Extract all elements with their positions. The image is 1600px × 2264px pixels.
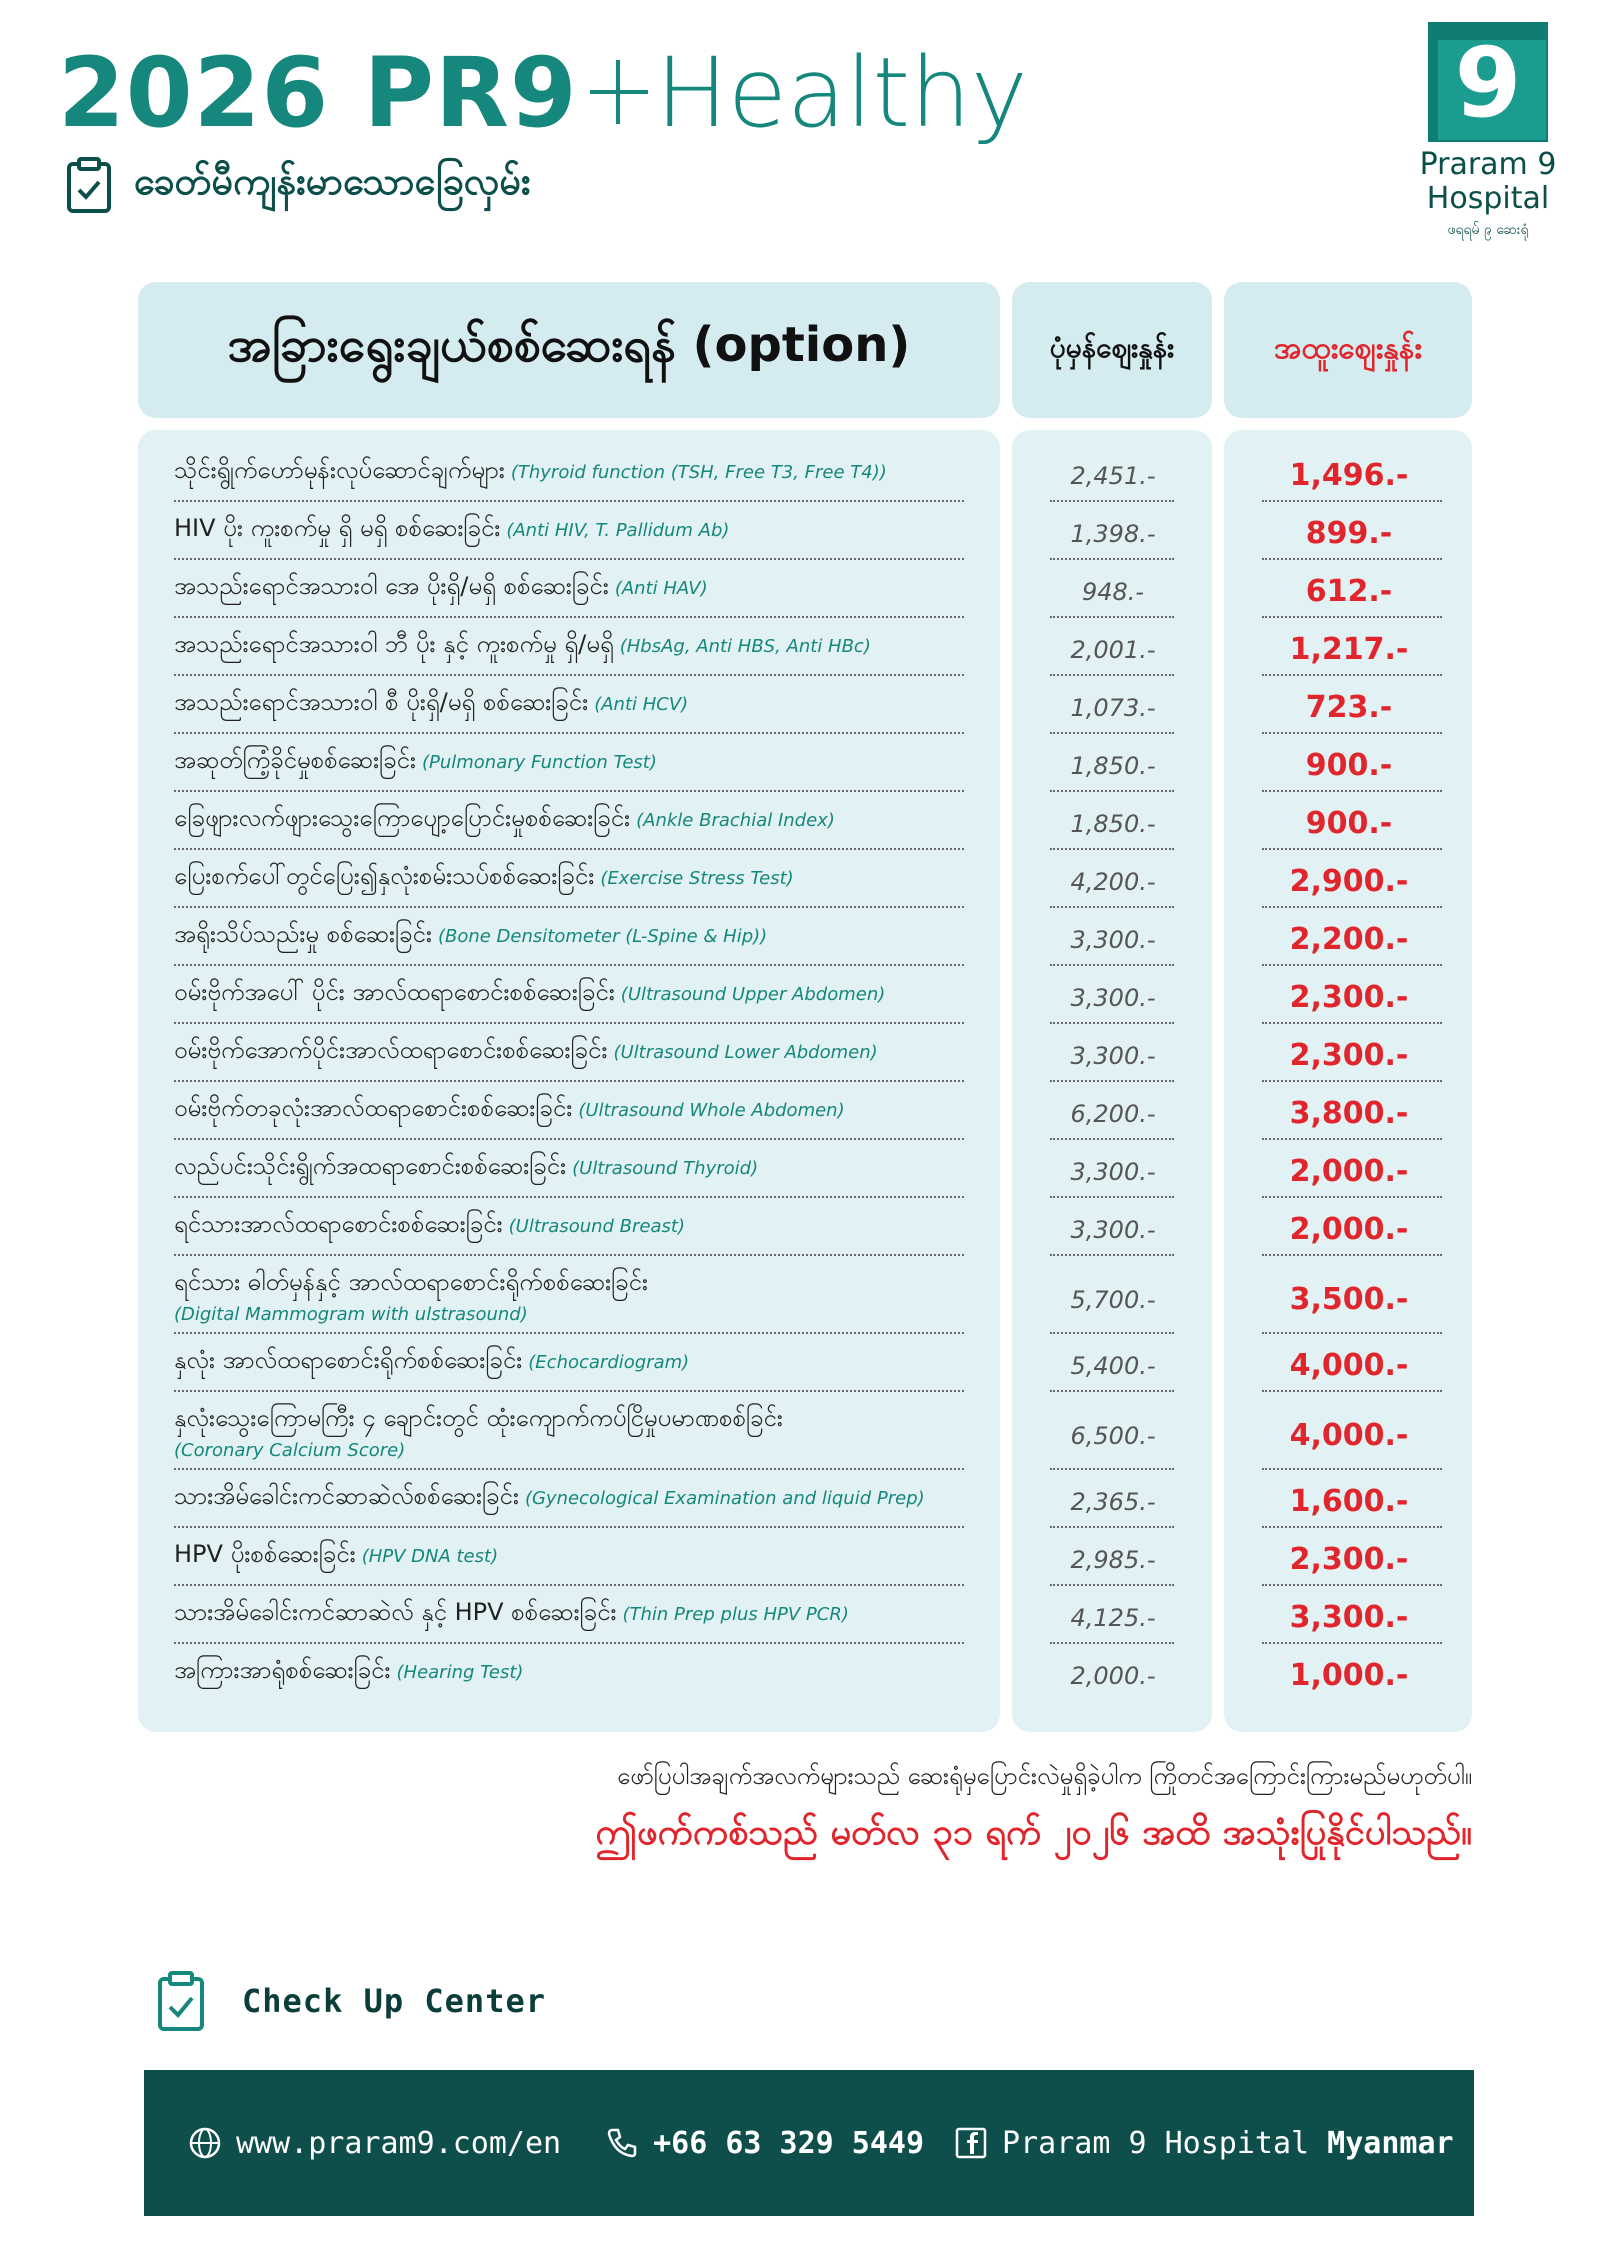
test-name-english: (Ultrasound Upper Abdomen) [620, 984, 886, 1005]
test-name-myanmar: အဆုတ်ကြံ့ခိုင်မှုစစ်ဆေးခြင်း [174, 746, 416, 774]
special-price: 1,000.- [1289, 1658, 1409, 1693]
row-divider [1262, 1022, 1442, 1024]
row-divider [1050, 500, 1174, 502]
table-row [0, 1026, 1600, 1084]
test-name [174, 628, 974, 664]
row-divider [1262, 674, 1442, 676]
row-divider [1262, 964, 1442, 966]
test-name-myanmar: အသည်းရောင်အသားဝါ စီ ပိုးရှိ/မရှိ စစ်ဆေးခြင်း [174, 688, 589, 716]
row-divider [1262, 1390, 1442, 1392]
normal-price: 3,300.- [1070, 1158, 1156, 1186]
title-thin: Healthy [655, 37, 1028, 149]
special-price: 2,000.- [1289, 1154, 1409, 1189]
page-subtitle: ခေတ်မီကျန်းမာသောခြေလှမ်း [134, 159, 531, 203]
facebook-icon [954, 2126, 988, 2160]
row-divider [174, 1138, 964, 1140]
footer-bar [144, 2070, 1474, 2216]
row-divider [1050, 790, 1174, 792]
normal-price: 1,073.- [1070, 694, 1156, 722]
special-price: 900.- [1305, 806, 1393, 841]
test-name-english: (Ultrasound Thyroid) [572, 1158, 759, 1179]
test-name-myanmar: နှလုံး အာလ်ထရာစောင်းရိုက်စစ်ဆေးခြင်း [174, 1346, 523, 1374]
test-name [174, 1344, 974, 1380]
table-row [0, 852, 1600, 910]
row-divider [1050, 1390, 1174, 1392]
table-row [0, 678, 1600, 736]
normal-price: 2,365.- [1070, 1488, 1156, 1516]
test-name-english: (HPV DNA test) [361, 1546, 499, 1567]
phone-icon [605, 2126, 639, 2160]
row-divider [174, 1468, 964, 1470]
clipboard-check-icon [66, 156, 112, 214]
test-name [174, 1092, 974, 1128]
test-name-english: (Bone Densitometer (L-Spine & Hip)) [437, 926, 768, 947]
row-divider [1050, 732, 1174, 734]
title-bold: 2026 PR9 [58, 37, 578, 149]
row-divider [174, 1584, 964, 1586]
test-name [174, 1150, 974, 1186]
special-price: 2,300.- [1289, 980, 1409, 1015]
table-row [0, 910, 1600, 968]
test-name [174, 860, 974, 896]
test-name [174, 918, 974, 954]
test-name [174, 1266, 974, 1325]
special-price: 612.- [1305, 574, 1393, 609]
row-divider [1050, 1642, 1174, 1644]
table-row [0, 620, 1600, 678]
clipboard-check-icon [156, 1970, 206, 2032]
row-divider [1050, 674, 1174, 676]
logo-myanmar-name: ဖရရမ် ၉ ဆေးရုံ [1447, 222, 1529, 238]
special-price: 723.- [1305, 690, 1393, 725]
table-row [0, 1646, 1600, 1704]
test-name [174, 686, 974, 722]
test-name-myanmar: လည်ပင်းသိုင်းရွိုက်အထရာစောင်းစစ်ဆေးခြင်း [174, 1152, 567, 1180]
column-header-special-price: အထူးဈေးနှုန်း [1224, 282, 1472, 418]
table-row [0, 794, 1600, 852]
test-name-english: (Anti HCV) [594, 694, 689, 715]
table-row [0, 1394, 1600, 1472]
row-divider [174, 500, 964, 502]
plus-icon [582, 38, 652, 148]
special-price: 3,500.- [1289, 1282, 1409, 1317]
row-divider [1262, 1196, 1442, 1198]
row-divider [174, 1526, 964, 1528]
row-divider [174, 906, 964, 908]
normal-price: 3,300.- [1070, 1216, 1156, 1244]
row-divider [1262, 790, 1442, 792]
validity-note: ဤဖက်ကစ်သည် မတ်လ ၃၁ ရက် ၂၀၂၆ အထိ အသုံးပြုနိုင်ပါသည်။ [595, 1812, 1472, 1853]
test-name-english: (Anti HIV, T. Pallidum Ab) [506, 520, 730, 541]
test-name-myanmar: ဝမ်းဗိုက်အောက်ပိုင်းအာလ်ထရာစောင်းစစ်ဆေးခြင်း [174, 1036, 608, 1064]
normal-price: 3,300.- [1070, 984, 1156, 1012]
test-name-myanmar: ရင်သားအာလ်ထရာစောင်းစစ်ဆေးခြင်း [174, 1210, 503, 1238]
facebook-link[interactable] [954, 2126, 1454, 2161]
normal-price: 1,398.- [1070, 520, 1156, 548]
special-price: 1,217.- [1289, 632, 1409, 667]
test-name [174, 512, 974, 548]
normal-price: 4,125.- [1070, 1604, 1156, 1632]
table-row [0, 968, 1600, 1026]
normal-price: 2,001.- [1070, 636, 1156, 664]
table-row [0, 1142, 1600, 1200]
normal-price: 2,985.- [1070, 1546, 1156, 1574]
phone-link[interactable] [605, 2126, 924, 2161]
row-divider [1050, 616, 1174, 618]
test-name [174, 1480, 974, 1516]
special-price: 4,000.- [1289, 1418, 1409, 1453]
row-divider [174, 1332, 964, 1334]
test-name-myanmar: သားအိမ်ခေါင်းကင်ဆာဆဲလ် နှင့် HPV စစ်ဆေးခြင်း [174, 1598, 617, 1626]
test-name-myanmar: ခြေဖျားလက်ဖျားသွေးကြောပျော့ပြောင်းမှုစစ်ဆေးခြင်း [174, 804, 631, 832]
test-name-english: (Thyroid function (TSH, Free T3, Free T4)) [510, 462, 887, 483]
test-name-myanmar: HPV ပိုးစစ်ဆေးခြင်း [174, 1540, 356, 1568]
test-name [174, 976, 974, 1012]
special-price: 899.- [1305, 516, 1393, 551]
row-divider [1050, 848, 1174, 850]
table-row [0, 1258, 1600, 1336]
row-divider [1050, 1022, 1174, 1024]
row-divider [1262, 1526, 1442, 1528]
facebook-suffix: Myanmar [1327, 2125, 1454, 2161]
table-row [0, 1336, 1600, 1394]
test-name [174, 1402, 974, 1461]
test-name-english: (Ultrasound Whole Abdomen) [578, 1100, 845, 1121]
row-divider [1050, 1254, 1174, 1256]
test-name [174, 744, 974, 780]
test-name [174, 570, 974, 606]
row-divider [1050, 1138, 1174, 1140]
row-divider [1262, 1138, 1442, 1140]
website-link[interactable] [188, 2126, 561, 2161]
test-name-english: (Ankle Brachial Index) [636, 810, 835, 831]
checkup-center [156, 1970, 546, 2032]
row-divider [174, 1196, 964, 1198]
row-divider [174, 964, 964, 966]
row-divider [1262, 1080, 1442, 1082]
phone-text: +66 63 329 5449 [653, 2125, 925, 2161]
test-name [174, 1654, 974, 1690]
row-divider [1050, 964, 1174, 966]
row-divider [1050, 558, 1174, 560]
special-price: 2,300.- [1289, 1038, 1409, 1073]
normal-price: 4,200.- [1070, 868, 1156, 896]
test-name-myanmar: ရင်သား ဓါတ်မှန်နှင့် အာလ်ထရာစောင်းရိုက်စစ်ဆေးခြင်း [174, 1268, 649, 1296]
test-name-myanmar: နှလုံးသွေးကြောမကြီး ၄ ချောင်းတွင် ထုံးကျောက်ကပ်ငြိမှုပမာဏစစ်ခြင်း [174, 1404, 783, 1432]
special-price: 1,496.- [1289, 458, 1409, 493]
row-divider [1262, 616, 1442, 618]
special-price: 3,800.- [1289, 1096, 1409, 1131]
row-divider [174, 1254, 964, 1256]
hospital-logo [1418, 22, 1558, 241]
row-divider [1050, 1332, 1174, 1334]
special-price: 2,200.- [1289, 922, 1409, 957]
row-divider [1050, 906, 1174, 908]
test-name-myanmar: ပြေးစက်ပေါ်တွင်ပြေး၍နှလုံးစမ်းသပ်စစ်ဆေးခြင်း [174, 862, 595, 890]
row-divider [174, 674, 964, 676]
table-row [0, 1472, 1600, 1530]
special-price: 3,300.- [1289, 1600, 1409, 1635]
disclaimer-note: ဖော်ပြပါအချက်အလက်များသည် ဆေးရုံမှပြောင်းလဲမှုရှိခဲ့ပါက ကြိုတင်အကြောင်းကြားမည်မဟုတ်ပါ။ [617, 1762, 1472, 1790]
test-name [174, 454, 974, 490]
logo-number: 9 [1454, 27, 1522, 139]
row-divider [174, 558, 964, 560]
test-name-myanmar: HIV ပိုး ကူးစက်မှု ရှိ မရှိ စစ်ဆေးခြင်း [174, 514, 501, 542]
row-divider [1262, 1642, 1442, 1644]
normal-price: 1,850.- [1070, 810, 1156, 838]
row-divider [174, 790, 964, 792]
test-name-english: (Exercise Stress Test) [600, 868, 794, 889]
test-name-english: (Ultrasound Lower Abdomen) [613, 1042, 878, 1063]
table-row [0, 1200, 1600, 1258]
test-name-myanmar: သိုင်းရွိုက်ဟော်မုန်းလုပ်ဆောင်ချက်များ [174, 456, 505, 484]
row-divider [174, 848, 964, 850]
row-divider [174, 732, 964, 734]
row-divider [1262, 732, 1442, 734]
row-divider [1050, 1584, 1174, 1586]
normal-price: 5,400.- [1070, 1352, 1156, 1380]
row-divider [1050, 1526, 1174, 1528]
test-name [174, 1034, 974, 1070]
test-name-myanmar: အသည်းရောင်အသားဝါ အေ ပိုးရှိ/မရှိ စစ်ဆေးခြင်း [174, 572, 609, 600]
test-name [174, 802, 974, 838]
table-row [0, 1530, 1600, 1588]
column-header-normal-price: ပုံမှန်ဈေးနှုန်း [1012, 282, 1212, 418]
row-divider [174, 1022, 964, 1024]
normal-price: 5,700.- [1070, 1286, 1156, 1314]
test-name-english: (Echocardiogram) [528, 1352, 690, 1373]
row-divider [174, 1080, 964, 1082]
test-name-english: (Digital Mammogram with ulstrasound) [174, 1304, 528, 1325]
test-name-english: (Hearing Test) [396, 1662, 524, 1683]
test-name-english: (Pulmonary Function Test) [421, 752, 657, 773]
test-name-english: (Anti HAV) [614, 578, 708, 599]
normal-price: 1,850.- [1070, 752, 1156, 780]
test-name [174, 1208, 974, 1244]
row-divider [1262, 1332, 1442, 1334]
special-price: 1,600.- [1289, 1484, 1409, 1519]
test-name-english: (Gynecological Examination and liquid Prep) [524, 1488, 925, 1509]
special-price: 900.- [1305, 748, 1393, 783]
logo-name-line1: Praram 9 [1419, 147, 1557, 182]
logo-name-line2: Hospital [1426, 181, 1550, 216]
test-name [174, 1596, 974, 1632]
test-name-myanmar: အသည်းရောင်အသားဝါ ဘီ ပိုး နှင့် ကူးစက်မှု ရှိ/မရှိ [174, 630, 614, 658]
normal-price: 3,300.- [1070, 926, 1156, 954]
test-name-myanmar: အရိုးသိပ်သည်းမှု စစ်ဆေးခြင်း [174, 920, 432, 948]
table-row [0, 1084, 1600, 1142]
page-title [58, 38, 1028, 148]
subtitle-row [66, 150, 531, 220]
test-name-english: (Coronary Calcium Score) [174, 1440, 406, 1461]
test-name-myanmar: အကြားအာရုံစစ်ဆေးခြင်း [174, 1656, 391, 1684]
test-name-english: (HbsAg, Anti HBS, Anti HBc) [619, 636, 871, 657]
normal-price: 3,300.- [1070, 1042, 1156, 1070]
row-divider [1050, 1080, 1174, 1082]
column-header-option: အခြားရွေးချယ်စစ်ဆေးရန် (option) [138, 282, 1000, 418]
row-divider [1050, 1196, 1174, 1198]
row-divider [1262, 558, 1442, 560]
special-price: 4,000.- [1289, 1348, 1409, 1383]
test-name-english: (Thin Prep plus HPV PCR) [622, 1604, 849, 1625]
normal-price: 2,000.- [1070, 1662, 1156, 1690]
row-divider [1262, 500, 1442, 502]
row-divider [174, 1642, 964, 1644]
row-divider [1262, 1254, 1442, 1256]
test-name [174, 1538, 974, 1574]
table-row [0, 446, 1600, 504]
special-price: 2,000.- [1289, 1212, 1409, 1247]
test-name-english: (Ultrasound Breast) [508, 1216, 685, 1237]
test-name-myanmar: ဝမ်းဗိုက်တခုလုံးအာလ်ထရာစောင်းစစ်ဆေးခြင်း [174, 1094, 573, 1122]
table-row [0, 1588, 1600, 1646]
row-divider [174, 616, 964, 618]
table-row [0, 736, 1600, 794]
special-price: 2,300.- [1289, 1542, 1409, 1577]
website-text: www.praram9.com/en [236, 2125, 562, 2161]
normal-price: 6,500.- [1070, 1422, 1156, 1450]
row-divider [1262, 848, 1442, 850]
logo-mark [1428, 22, 1548, 142]
row-divider [174, 1390, 964, 1392]
checkup-center-label: Check Up Center [242, 1982, 546, 2020]
table-row [0, 562, 1600, 620]
globe-icon [188, 2126, 222, 2160]
special-price: 2,900.- [1289, 864, 1409, 899]
row-divider [1262, 1468, 1442, 1470]
normal-price: 6,200.- [1070, 1100, 1156, 1128]
facebook-text: Praram 9 Hospital [1002, 2125, 1310, 2161]
row-divider [1262, 1584, 1442, 1586]
table-row [0, 504, 1600, 562]
row-divider [1262, 906, 1442, 908]
test-name-myanmar: ဝမ်းဗိုက်အပေါ် ပိုင်း အာလ်ထရာစောင်းစစ်ဆေးခြင်း [174, 978, 615, 1006]
test-name-myanmar: သားအိမ်ခေါင်းကင်ဆာဆဲလ်စစ်ဆေးခြင်း [174, 1482, 519, 1510]
row-divider [1050, 1468, 1174, 1470]
normal-price: 2,451.- [1070, 462, 1156, 490]
normal-price: 948.- [1081, 578, 1145, 606]
